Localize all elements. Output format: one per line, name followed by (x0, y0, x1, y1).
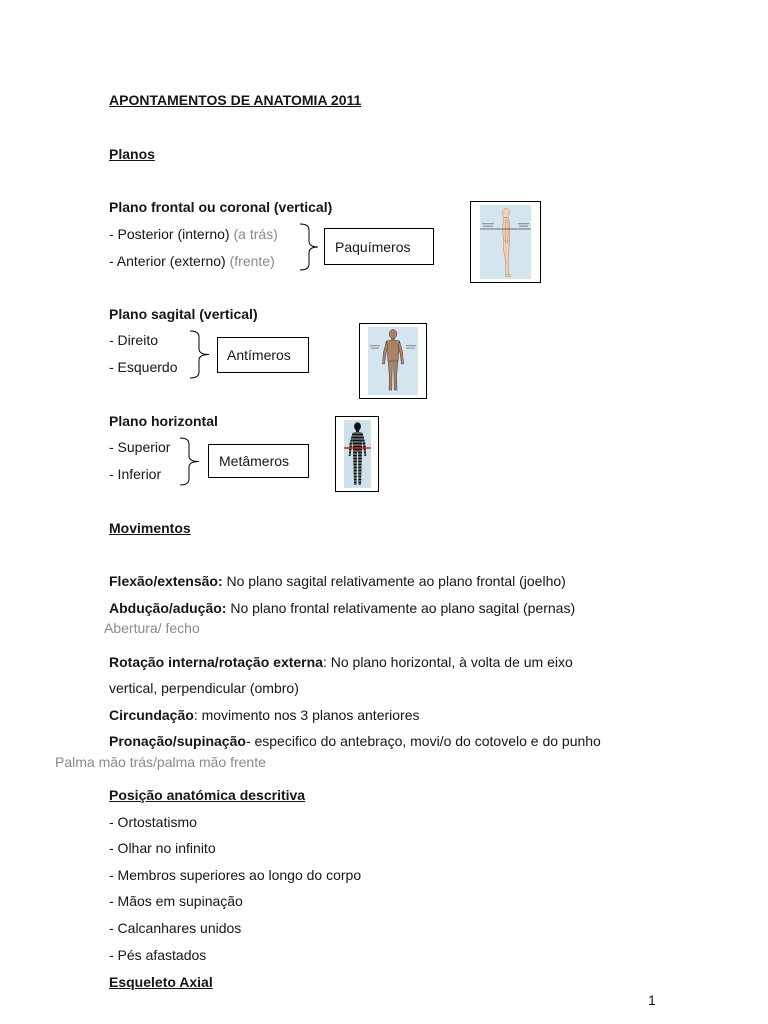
list-item: - Calcanhares unidos (109, 920, 242, 936)
movement-term: Abdução/adução: (109, 600, 227, 616)
frontal-brace (298, 222, 320, 272)
horizontal-item-superior: - Superior (109, 439, 171, 455)
movement-term: Circundação (109, 707, 194, 723)
metameros-box: Metâmeros (208, 444, 309, 478)
movimentos-heading: Movimentos (109, 520, 191, 536)
item-text: - Anterior (externo) (109, 253, 226, 269)
item-note: (a trás) (233, 226, 278, 242)
horizontal-plane-figure (335, 416, 379, 492)
movement-term: Rotação interna/rotação externa (109, 654, 323, 670)
movement-pronacao (109, 732, 601, 750)
posicao-anatomica-heading: Posição anatómica descritiva (109, 787, 306, 803)
sagittal-plane-figure (359, 323, 427, 399)
movement-text: - especifico do antebraço, movi/o do cotovelo e do punho (245, 733, 601, 749)
list-item: - Membros superiores ao longo do corpo (109, 867, 362, 883)
movement-term: Pronação/supinação (109, 733, 246, 749)
movement-abducao-note: Abertura/ fecho (104, 620, 200, 636)
frontal-item-anterior (109, 252, 275, 270)
planos-heading: Planos (109, 146, 155, 162)
sagittal-item-direito: - Direito (109, 332, 159, 348)
item-note: (frente) (229, 253, 275, 269)
document-title: APONTAMENTOS DE ANATOMIA 2011 (109, 92, 362, 108)
lateral-body-illustration (471, 202, 540, 282)
horizontal-brace (178, 436, 202, 487)
movement-flexao (109, 572, 566, 590)
movement-circundacao (109, 706, 420, 724)
movement-text: No plano sagital relativamente ao plano frontal (joelho) (222, 573, 566, 589)
frontal-plane-heading: Plano frontal ou coronal (vertical) (109, 199, 333, 215)
list-item: - Mãos em supinação (109, 893, 243, 909)
sagittal-item-esquerdo: - Esquerdo (109, 359, 178, 375)
list-item: - Pés afastados (109, 947, 207, 963)
frontal-item-posterior (109, 225, 278, 243)
movement-text: No plano frontal relativamente ao plano sagital (pernas) (226, 600, 576, 616)
esqueleto-axial-heading: Esqueleto Axial (109, 974, 213, 990)
horizontal-plane-heading: Plano horizontal (109, 413, 218, 429)
page-number: 1 (648, 992, 656, 1008)
list-item: - Ortostatismo (109, 814, 197, 830)
movement-abducao (109, 599, 575, 617)
movement-rotacao-continuation: vertical, perpendicular (ombro) (109, 680, 299, 696)
movement-pronacao-note: Palma mão trás/palma mão frente (55, 754, 266, 770)
sagittal-plane-heading: Plano sagital (vertical) (109, 306, 258, 322)
list-item: - Olhar no infinito (109, 840, 216, 856)
movement-text: : No plano horizontal, à volta de um eixo (322, 654, 573, 670)
item-text: - Posterior (interno) (109, 226, 230, 242)
paquimeros-box: Paquímeros (324, 228, 434, 265)
movement-term: Flexão/extensão: (109, 573, 223, 589)
sagittal-brace (188, 329, 212, 380)
horizontal-item-inferior: - Inferior (109, 466, 162, 482)
movement-rotacao (109, 653, 573, 671)
antimeros-box: Antímeros (217, 337, 309, 373)
coronal-plane-figure (470, 201, 541, 283)
frontal-body-illustration (360, 324, 426, 398)
movement-text: : movimento nos 3 planos anteriores (193, 707, 420, 723)
striped-body-illustration (336, 417, 378, 491)
